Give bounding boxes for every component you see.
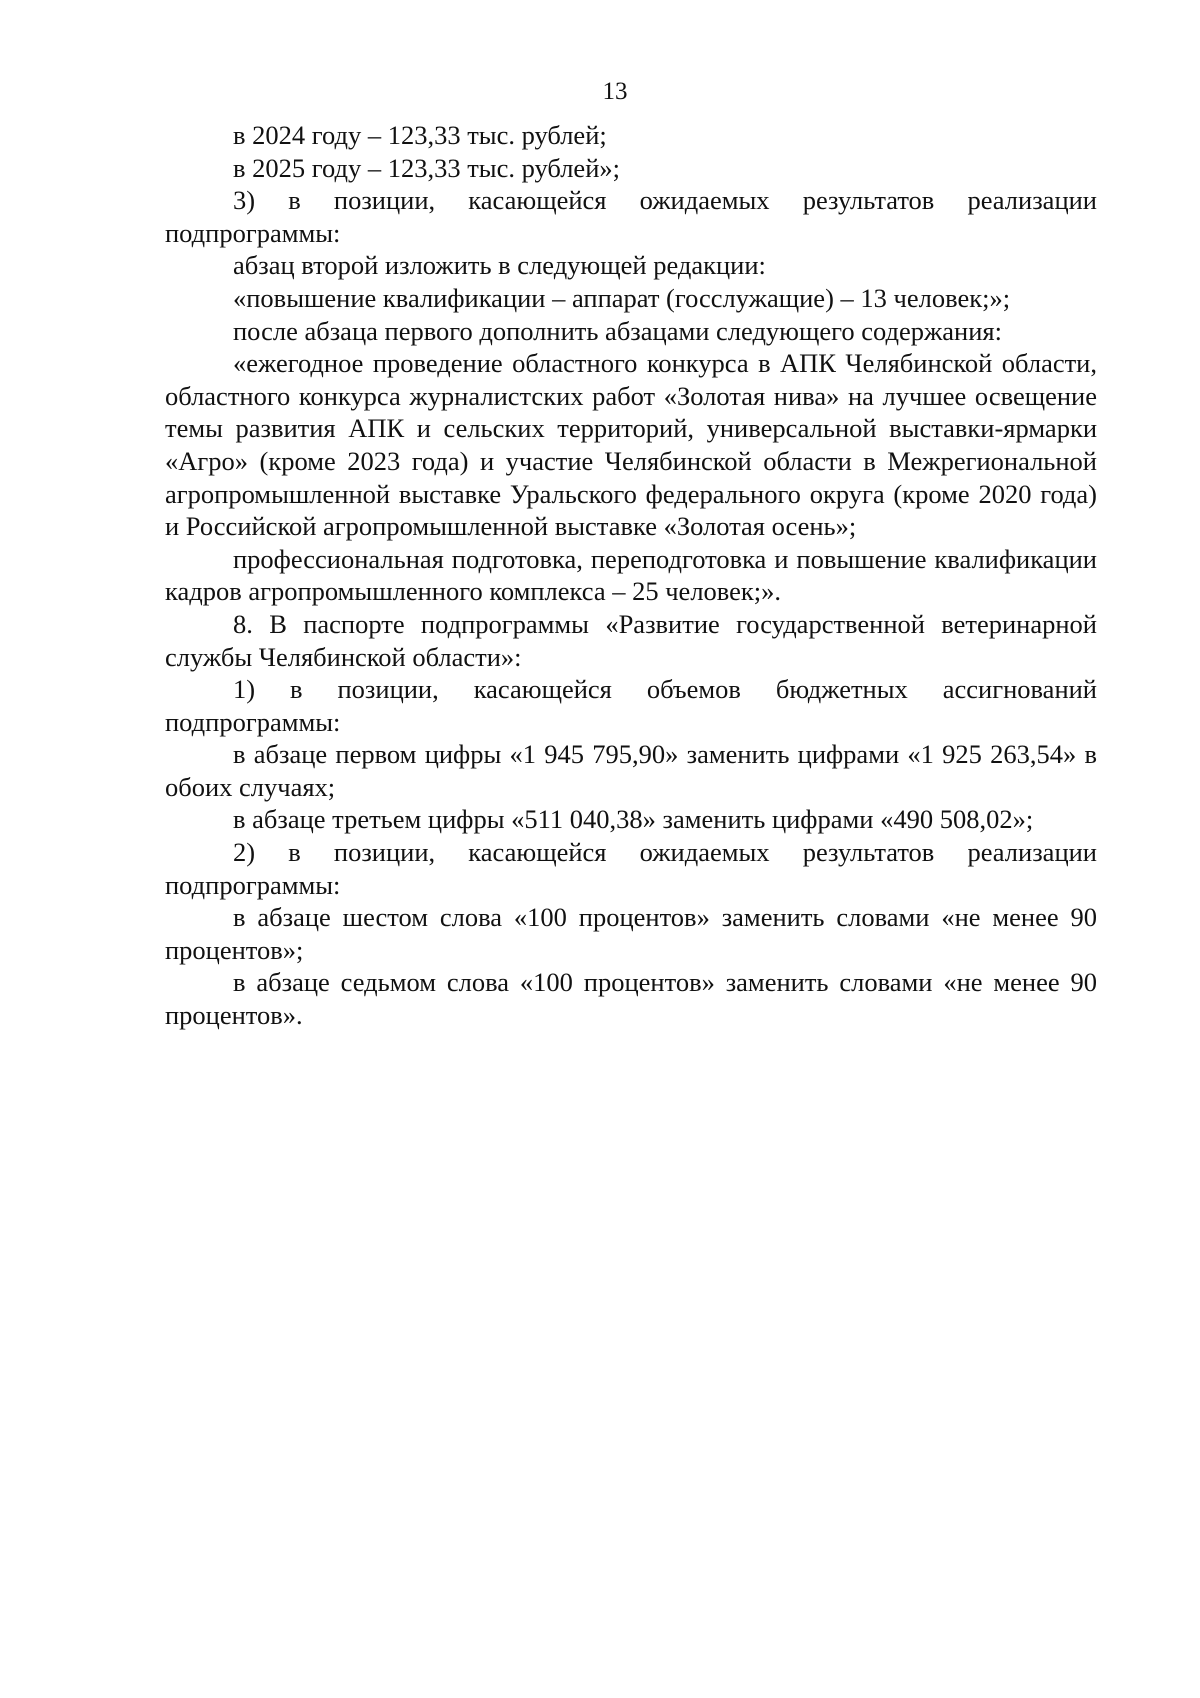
- paragraph-third-abzac-figures: в абзаце третьем цифры «511 040,38» заменить цифрами «490 508,02»;: [233, 804, 1034, 835]
- page-number: 13: [602, 78, 628, 105]
- paragraph-qualification-quote: «повышение квалификации – аппарат (госслужащие) – 13 человек;»;: [233, 282, 1011, 313]
- paragraph-budget-2024: в 2024 году – 123,33 тыс. рублей;: [233, 120, 607, 150]
- paragraph-item-3-expected-results: 3) в позиции, касающейся ожидаемых результатов реализации подпрограммы:: [165, 185, 1097, 248]
- paragraph-add-after-first: после абзаца первого дополнить абзацами следующего содержания:: [233, 315, 1002, 346]
- document-body: [165, 119, 1097, 1032]
- paragraph-seventh-abzac-words: в абзаце седьмом слова «100 процентов» заменить словами «не менее 90 процентов».: [165, 967, 1097, 1031]
- paragraph-sixth-abzac-words: в абзаце шестом слова «100 процентов» заменить словами «не менее 90 процентов»;: [165, 902, 1097, 965]
- paragraph-second-abzac-edit: абзац второй изложить в следующей редакции:: [233, 250, 766, 281]
- paragraph-item-8-passport: 8. В паспорте подпрограммы «Развитие государственной ветеринарной службы Челябинской области»:: [165, 608, 1097, 672]
- paragraph-annual-contest: «ежегодное проведение областного конкурса в АПК Челябинской области, областного конкурса журналистских работ «Золотая нива» на лучшее освещение темы развития АПК и сельских территорий, универсальной выставки-ярмарки «Агро» (кроме 2023 года) и участие Челябинской области в Межрегиональной агропромышленной выставке Уральского федерального округа (кроме 2020 года) и Российской агропромышленной выставке «Золотая осень»;: [165, 348, 1097, 542]
- paragraph-item-1-budget-allocations: 1) в позиции, касающейся объемов бюджетных ассигнований подпрограммы:: [165, 674, 1097, 737]
- paragraph-budget-2025: в 2025 году – 123,33 тыс. рублей»;: [233, 152, 620, 183]
- paragraph-item-2-expected-results: 2) в позиции, касающейся ожидаемых результатов реализации подпрограммы:: [165, 837, 1097, 900]
- paragraph-first-abzac-figures: в абзаце первом цифры «1 945 795,90» заменить цифрами «1 925 263,54» в обоих случаях;: [165, 739, 1097, 802]
- paragraph-professional-training: профессиональная подготовка, переподготовка и повышение квалификации кадров агропромышленного комплекса – 25 человек;».: [165, 543, 1097, 607]
